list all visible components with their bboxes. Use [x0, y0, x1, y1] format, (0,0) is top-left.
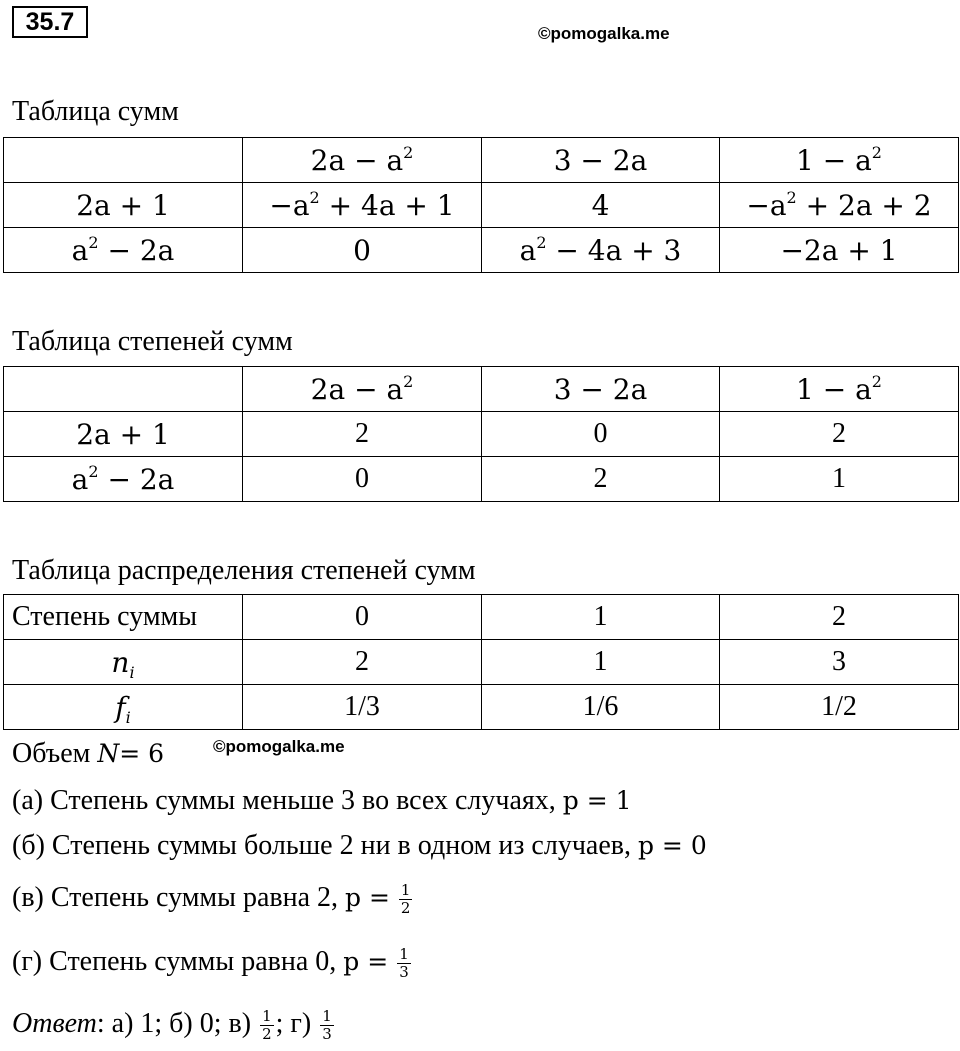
table-cell: 1/6 [482, 685, 720, 730]
table-degrees [3, 366, 959, 502]
table-cell: −2a + 1 [720, 228, 959, 273]
table-cell: 2 [243, 640, 482, 685]
table-cell [4, 367, 243, 412]
table-cell: $a^2 - 2a$ [4, 228, 243, 273]
table-cell: 0 [243, 228, 482, 273]
table-row [4, 138, 959, 183]
table-cell: 2a + 1 [4, 412, 243, 457]
table-cell: $2a - a^2$ [243, 367, 482, 412]
table-cell: 0 [243, 457, 482, 502]
table-row [4, 228, 959, 273]
table-cell: $1 - a^2$ [720, 367, 959, 412]
table-row [4, 412, 959, 457]
fraction: $\frac{1}{2}$ [400, 881, 411, 918]
table-cell: $n_i$ [4, 640, 243, 685]
table-cell: 3 [720, 640, 959, 685]
table-row [4, 595, 959, 640]
watermark-middle: ©pomogalka.me [213, 737, 345, 756]
fraction: $\frac{1}{3}$ [399, 945, 409, 982]
fraction: $\frac{1}{3}$ [322, 1007, 332, 1044]
table-distribution-caption: Таблица распределения степеней сумм [12, 555, 476, 586]
table-cell: 2 [720, 595, 959, 640]
table-cell: 0 [482, 412, 720, 457]
table-cell: $-a^2 + 4a + 1$ [243, 183, 482, 228]
table-cell: $-a^2 + 2a + 2$ [720, 183, 959, 228]
table-cell: 2a + 1 [4, 183, 243, 228]
table-cell: 1/3 [243, 685, 482, 730]
table-cell: 3 − 2a [482, 138, 720, 183]
table-cell: 3 − 2a [482, 367, 720, 412]
table-cell: 2 [243, 412, 482, 457]
answer-label: Ответ [12, 1008, 97, 1039]
answer-line: Ответ: а) 1; б) 0; в) $\frac{1}{2}$ ; г) $\frac{1}{3}$ [12, 1007, 332, 1044]
table-cell: $f_i$ [4, 685, 243, 730]
table-row [4, 685, 959, 730]
table-distribution [3, 594, 959, 730]
statement-b: (б) Степень суммы больше 2 ни в одном из случаев, p = 0 [12, 830, 707, 861]
watermark-top: ©pomogalka.me [538, 24, 670, 43]
table-row [4, 457, 959, 502]
table-cell: 2 [720, 412, 959, 457]
table-row [4, 367, 959, 412]
table-cell: $a^2 - 2a$ [4, 457, 243, 502]
table-cell [4, 138, 243, 183]
table-cell: 1 [482, 595, 720, 640]
table-cell: 0 [243, 595, 482, 640]
statement-d: (г) Степень суммы равна 0, p = $\frac{1}{3}$ [12, 945, 409, 982]
table-sums-caption: Таблица сумм [12, 96, 179, 127]
table-cell: $1 - a^2$ [720, 138, 959, 183]
table-cell: Степень суммы [4, 595, 243, 640]
statement-a: (а) Степень суммы меньше 3 во всех случаях, p = 1 [12, 785, 632, 816]
table-degrees-caption: Таблица степеней сумм [12, 326, 293, 357]
table-cell: 1 [720, 457, 959, 502]
table-cell: 2 [482, 457, 720, 502]
table-cell: 1/2 [720, 685, 959, 730]
table-cell: 1 [482, 640, 720, 685]
table-row [4, 640, 959, 685]
statement-c: (в) Степень суммы равна 2, p = $\frac{1}{2}$ [12, 881, 411, 918]
table-cell: 4 [482, 183, 720, 228]
volume-line: Объем N= 6 [12, 738, 165, 769]
table-sums [3, 137, 959, 273]
problem-number: 35.7 [12, 6, 88, 38]
fraction: $\frac{1}{2}$ [262, 1007, 272, 1044]
table-cell: $2a - a^2$ [243, 138, 482, 183]
table-cell: $a^2 - 4a + 3$ [482, 228, 720, 273]
table-row [4, 183, 959, 228]
